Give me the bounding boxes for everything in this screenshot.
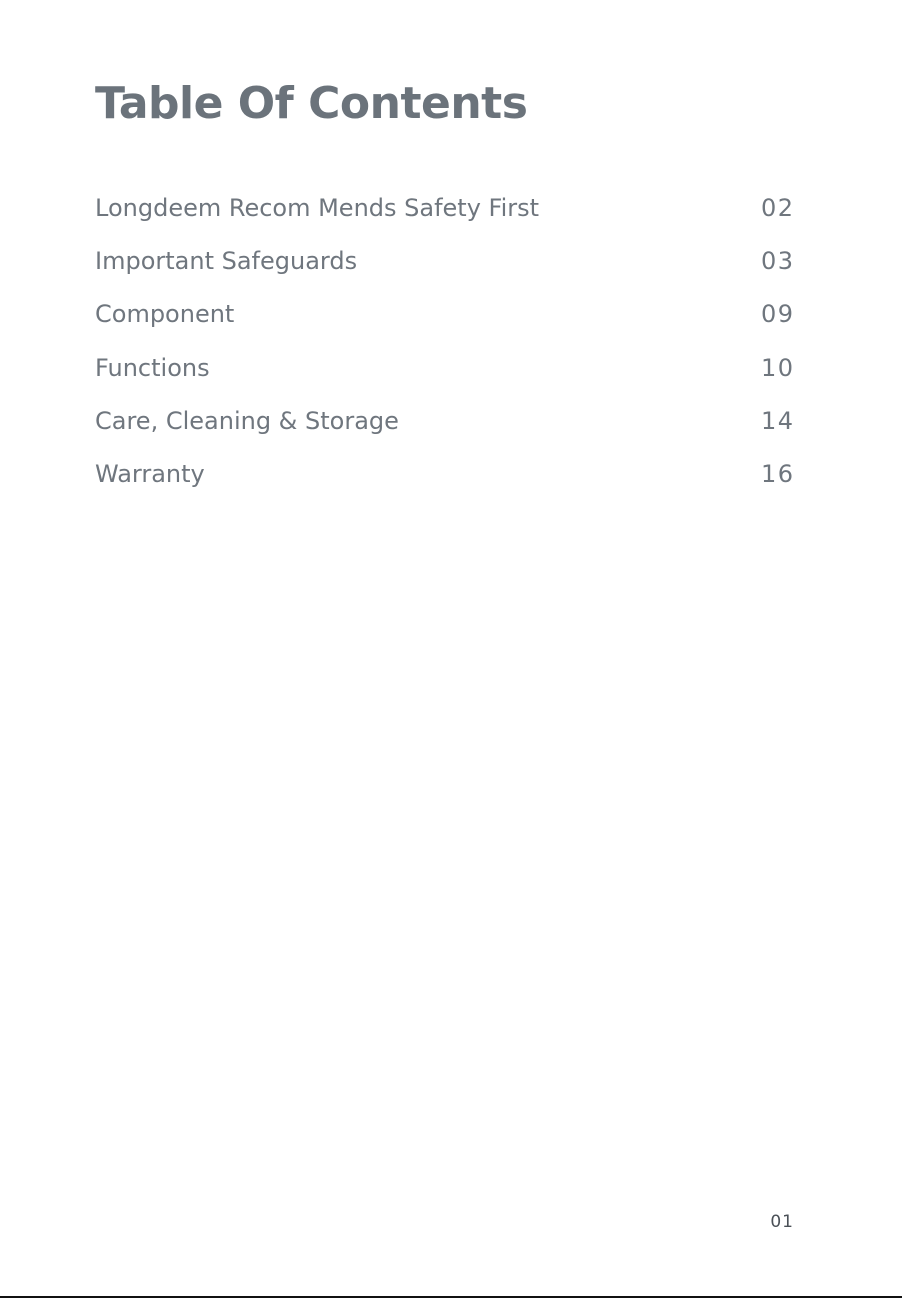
toc-entry-care-cleaning-storage	[95, 394, 793, 447]
toc-entry-label: Warranty	[95, 460, 205, 489]
toc-entry-functions	[95, 341, 793, 394]
toc-entry-label: Care, Cleaning & Storage	[95, 406, 399, 435]
toc-entry-page: 02	[760, 193, 795, 222]
toc-entry-safety-first	[95, 181, 793, 234]
toc-entry-page: 03	[760, 246, 795, 275]
toc-entry-label: Functions	[95, 353, 210, 382]
toc-entry-important-safeguards	[95, 234, 793, 287]
toc-entry-page: 10	[760, 353, 795, 382]
toc-entry-label: Component	[95, 300, 235, 329]
toc-entry-warranty	[95, 447, 793, 500]
page-number: 01	[770, 1212, 794, 1232]
toc-entry-page: 16	[760, 460, 795, 489]
bottom-border	[0, 1296, 902, 1298]
page-title: Table Of Contents	[95, 78, 528, 129]
toc-entry-page: 09	[760, 300, 795, 329]
toc-entry-page: 14	[760, 406, 795, 435]
toc-entry-label: Longdeem Recom Mends Safety First	[95, 193, 540, 222]
toc-entry-component	[95, 288, 793, 341]
toc-entry-label: Important Safeguards	[95, 246, 358, 275]
table-of-contents	[95, 181, 793, 501]
